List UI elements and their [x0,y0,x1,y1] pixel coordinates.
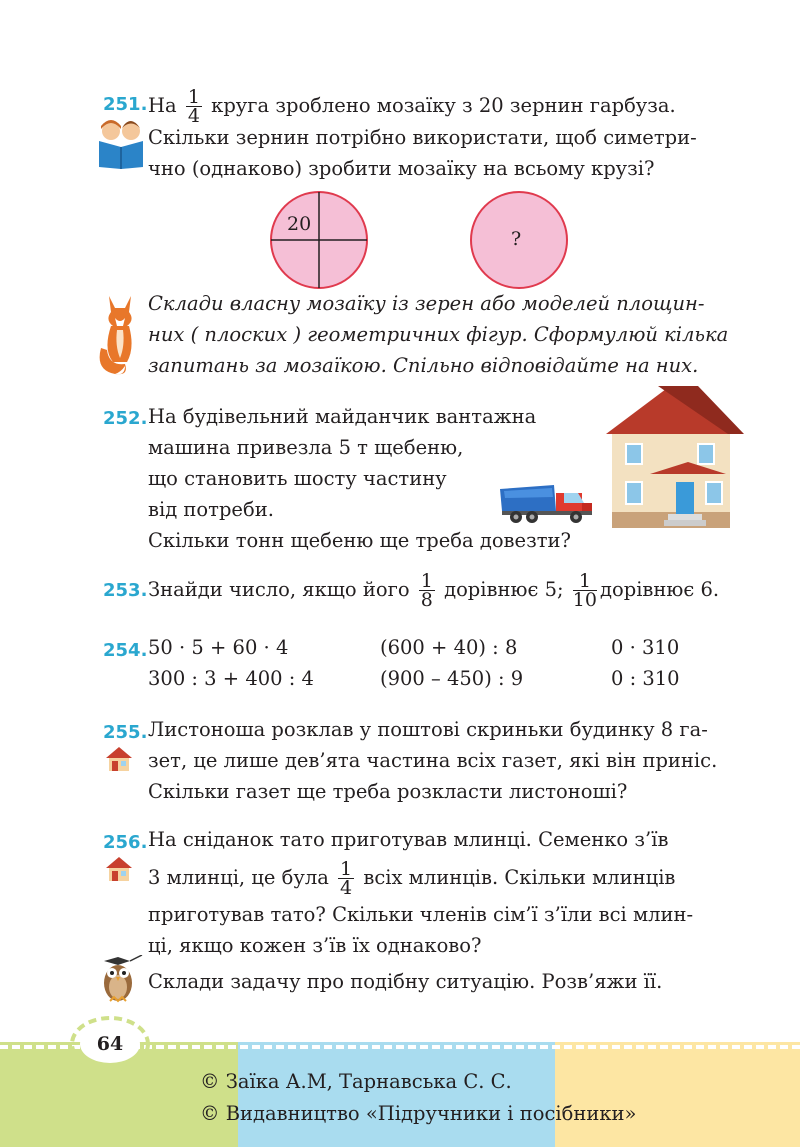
fraction-numerator: 1 [340,858,353,880]
problem-252-line3: що становить шосту частину [148,467,447,490]
expr-r2-c3: 0 : 310 [611,667,680,690]
footer-band-yellow [555,1042,800,1147]
problem-256-line3: приготував тато? Скільки членів сім’ї з’їли всі млин- [148,903,694,926]
footer-copyright-authors: © Заїка А.М, Тарнавська С. С. [200,1070,512,1093]
problem-253-text-a: Знайди число, якщо його [148,578,410,601]
fraction-denominator: 8 [420,589,433,611]
owl-teacher-icon [100,955,144,1005]
problem-252-line4: від потреби. [148,498,274,521]
problem-256-line5: Склади задачу про подібну ситуацію. Розв’яжи її. [148,970,663,993]
problem-251-text-b: круга зроблено мозаїку з 20 зернин гарбуза. [211,94,676,117]
footer-copyright-publisher: © Видавництво «Підручники і посібники» [200,1102,637,1125]
problem-252-line5: Скільки тонн щебеню ще треба довезти? [148,529,571,552]
fox-task-line2: них ( плоских ) геометричних фігур. Сформулюй кілька [148,323,729,346]
problem-255-line1: Листоноша розклав у поштові скриньки будинку 8 га- [148,718,708,741]
quartered-circle [268,189,370,291]
problem-251-number: 251. [103,94,148,115]
circle-quarter-label: 20 [287,213,312,235]
problem-253-text-b: дорівнює 5; [444,578,564,601]
fraction-one-eighth [419,572,435,609]
fox-task-line1: Склади власну мозаїку із зерен або моделей площин- [148,292,705,315]
problem-256-line4: ці, якщо кожен з’їв їх однаково? [148,934,482,957]
problem-256-text-a: 3 млинці, це була [148,866,329,889]
problem-254-number: 254. [103,640,148,661]
expr-r1-c3: 0 · 310 [611,636,680,659]
problem-251-text-a: На [148,94,177,117]
expr-r1-c2: (600 + 40) : 8 [380,636,518,659]
fox-task-line3: запитань за мозаїкою. Спільно відповідайте на них. [148,354,699,377]
fraction-denominator: 4 [187,105,200,127]
dump-truck-image [498,481,594,525]
problem-252-line1: На будівельний майданчик вантажна [148,405,537,428]
fraction-numerator: 1 [187,86,200,108]
expr-r2-c2: (900 – 450) : 9 [380,667,524,690]
reading-kids-icon [95,117,147,169]
page-number: 64 [96,1033,124,1055]
fraction-denominator: 10 [572,589,597,611]
fraction-one-tenth [573,572,597,609]
problem-255-line2: зет, це лише дев’ята частина всіх газет, які він приніс. [148,749,718,772]
footer-band-blue [238,1042,555,1147]
problem-256-number: 256. [103,832,148,853]
fraction-numerator: 1 [420,570,433,592]
problem-256-text-b: всіх млинців. Скільки млинців [363,866,676,889]
problem-252-line2: машина привезла 5 т щебеню, [148,436,464,459]
expr-r1-c1: 50 · 5 + 60 · 4 [148,636,289,659]
expr-r2-c1: 300 : 3 + 400 : 4 [148,667,314,690]
circle-question-label: ? [511,228,522,250]
fox-icon [95,290,145,380]
fraction-numerator: 1 [573,572,597,591]
problem-251-line1 [148,84,676,128]
problem-252-number: 252. [103,408,148,429]
problem-251-line2: Скільки зернин потрібно використати, щоб симетри- [148,126,697,149]
fraction-denominator: 4 [340,877,353,899]
home-icon [104,855,134,883]
problem-255-number: 255. [103,722,148,743]
problem-256-line1: На сніданок тато приготував млинці. Семенко з’їв [148,828,669,851]
fraction-one-quarter [186,88,202,125]
problem-253-line [148,568,719,612]
fraction-one-quarter [338,860,354,897]
problem-253-text-c: дорівнює 6. [599,578,720,601]
problem-251-line3: чно (однаково) зробити мозаїку на всьому крузі? [148,157,655,180]
house-image [598,382,744,534]
problem-253-number: 253. [103,580,148,601]
problem-255-line3: Скільки газет ще треба розкласти листоноші? [148,780,628,803]
home-icon [104,745,134,773]
problem-256-line2 [148,856,675,900]
